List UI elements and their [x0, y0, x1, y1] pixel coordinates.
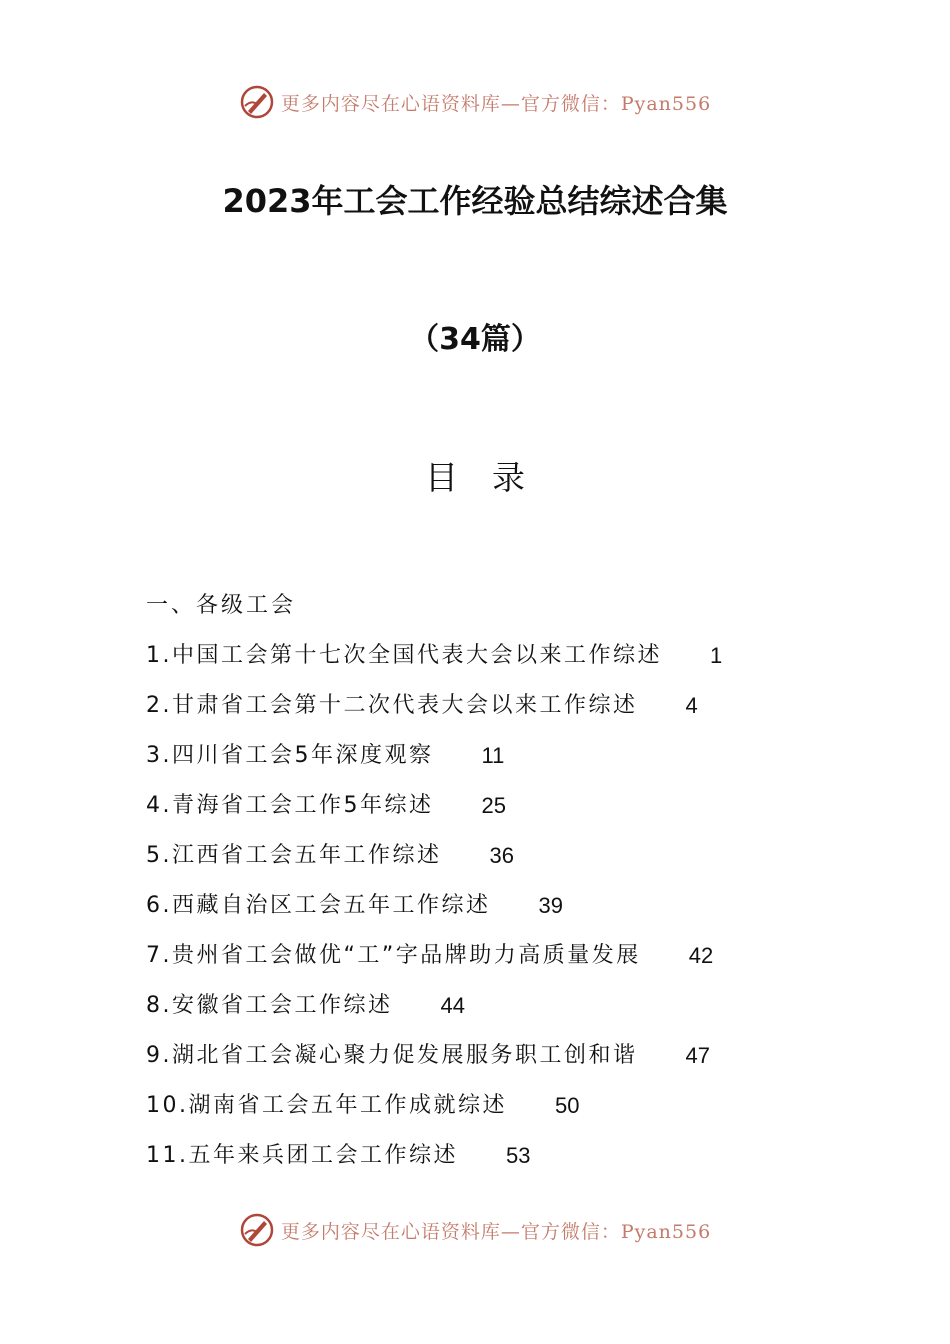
pen-logo-icon — [239, 1212, 275, 1248]
toc-item-title: 2.甘肃省工会第十二次代表大会以来工作综述 — [146, 693, 638, 718]
toc-item[interactable] — [146, 1088, 846, 1138]
toc-item[interactable] — [146, 988, 846, 1038]
toc-item-title: 5.江西省工会五年工作综述 — [146, 843, 442, 868]
toc-item-title: 4.青海省工会工作5年综述 — [146, 793, 434, 818]
toc-item-page: 25 — [481, 793, 506, 818]
toc-item-page: 11 — [481, 743, 505, 768]
watermark-banner-bottom — [0, 1212, 950, 1248]
toc-item-page: 42 — [688, 943, 714, 968]
toc-heading: 目录 — [425, 458, 559, 497]
pen-logo-icon — [239, 84, 275, 120]
toc-item-title: 9.湖北省工会凝心聚力促发展服务职工创和谐 — [146, 1043, 638, 1068]
toc-item-title: 1.中国工会第十七次全国代表大会以来工作综述 — [146, 643, 662, 668]
toc-item-page: 50 — [555, 1093, 580, 1118]
watermark-text: 更多内容尽在心语资料库—官方微信：Pyan556 — [280, 1220, 712, 1243]
toc-item[interactable] — [146, 788, 846, 838]
toc-item-title: 11.五年来兵团工会工作综述 — [146, 1143, 458, 1168]
document-title: 2023年工会工作经验总结综述合集 — [222, 182, 728, 220]
toc-item-page: 47 — [685, 1043, 710, 1068]
toc-item-page: 1 — [710, 643, 723, 668]
toc-item-page: 44 — [440, 993, 465, 1018]
watermark-text: 更多内容尽在心语资料库—官方微信：Pyan556 — [280, 92, 712, 115]
toc-item-title: 8.安徽省工会工作综述 — [146, 993, 393, 1018]
toc-item[interactable] — [146, 1038, 846, 1088]
toc-item[interactable] — [146, 888, 846, 938]
toc-item-page: 4 — [685, 693, 698, 718]
article-count: （34篇） — [409, 322, 541, 357]
toc-section-label: 一、各级工会 — [146, 593, 297, 618]
toc-item[interactable] — [146, 638, 846, 688]
toc-item-title: 10.湖南省工会五年工作成就综述 — [146, 1093, 507, 1118]
toc-item[interactable] — [146, 938, 846, 988]
toc-item-title: 7.贵州省工会做优“工”字品牌助力高质量发展 — [146, 943, 641, 968]
toc-item-title: 6.西藏自治区工会五年工作综述 — [146, 893, 491, 918]
toc-item[interactable] — [146, 688, 846, 738]
watermark-banner-top — [0, 84, 950, 120]
toc-item-page: 39 — [538, 893, 563, 918]
toc-item-title: 3.四川省工会5年深度观察 — [146, 743, 434, 768]
toc-item[interactable] — [146, 738, 846, 788]
toc-item-page: 53 — [506, 1143, 531, 1168]
toc-item[interactable] — [146, 838, 846, 888]
toc-item[interactable] — [146, 1138, 846, 1188]
table-of-contents — [146, 588, 846, 1188]
toc-item-page: 36 — [489, 843, 514, 868]
